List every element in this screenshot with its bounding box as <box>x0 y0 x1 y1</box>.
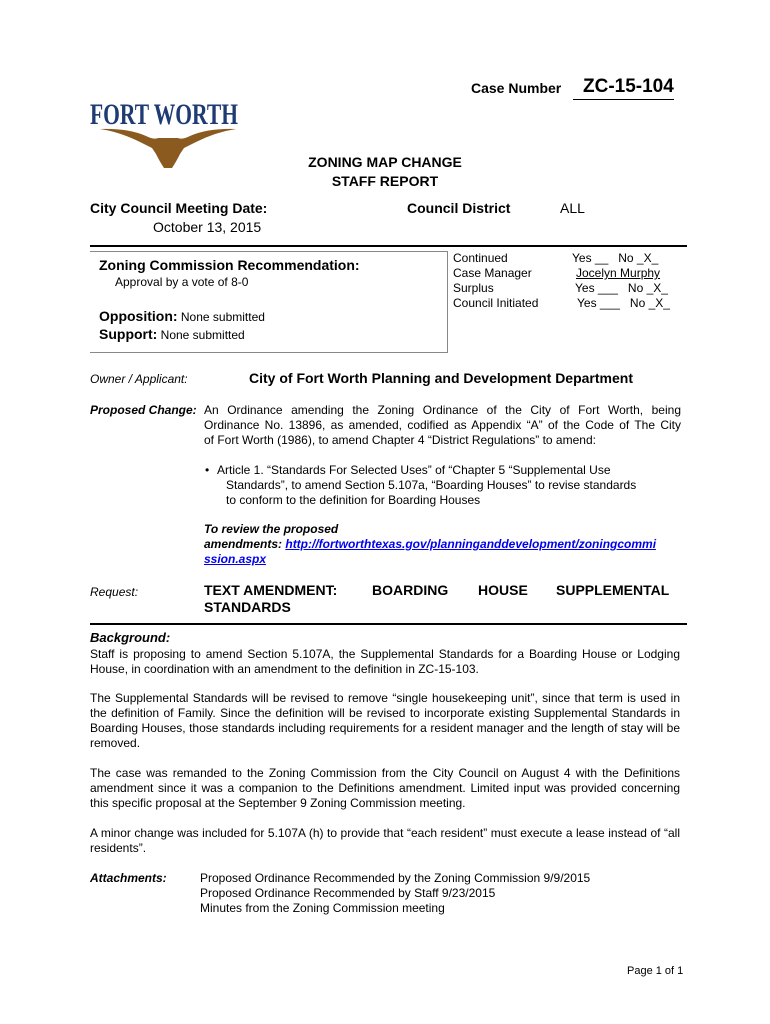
council-district-value: ALL <box>560 200 585 216</box>
attachment-item: Proposed Ordinance Recommended by Staff 9/23/2015 <box>200 886 496 900</box>
meeting-date-value: October 13, 2015 <box>153 219 262 235</box>
commission-heading: Zoning Commission Recommendation: <box>99 257 360 273</box>
opposition-value: None submitted <box>177 310 265 324</box>
divider <box>90 623 687 625</box>
review-label: amendments: <box>204 537 286 551</box>
background-heading: Background: <box>90 630 171 645</box>
support-line <box>99 326 245 342</box>
proposed-label: Proposed Change: <box>90 403 197 417</box>
report-title-line2: STAFF REPORT <box>331 173 439 189</box>
svg-text:FORT WORTH: FORT WORTH <box>90 98 238 131</box>
attachments-label: Attachments: <box>90 871 167 885</box>
status-label-surplus: Surplus <box>453 281 494 295</box>
proposed-text-line1: An Ordinance amending the Zoning Ordinance of the City of Fort Worth, being <box>204 403 681 417</box>
bullet-line1: Article 1. “Standards For Selected Uses” of “Chapter 5 “Supplemental Use <box>217 463 611 477</box>
review-link-cont[interactable]: ssion.aspx <box>204 552 267 566</box>
divider <box>90 245 687 247</box>
bullet-line3: to conform to the definition for Boarding Houses <box>226 493 481 507</box>
support-label: Support: <box>99 326 158 342</box>
request-word-2: BOARDING <box>372 582 449 598</box>
background-p1: Staff is proposing to amend Section 5.107A, the Supplemental Standards for a Boarding House or Lodging House, in coordination with an amendment to the definition in ZC-15-103. <box>90 647 680 676</box>
bullet-line2: Standards”, to amend Section 5.107a, “Boarding Houses” to revise standards <box>226 478 637 492</box>
status-label-continued: Continued <box>453 251 508 265</box>
background-p3: The case was remanded to the Zoning Commission from the City Council on August 4 with the Definitions amendment since it was a companion to the Definitions amendment. Limited input was provided concerning this specific proposal at the September 9 Zoning Commission meeting. <box>90 766 680 810</box>
background-p2: The Supplemental Standards will be revised to remove “single housekeeping unit”, since that term is used in the definition of Family. Since the definition will be revised to incorporate existing Supplemental Standards in Boarding Houses, those standards including requirements for a resident manager and the length of stay will be removed. <box>90 691 680 750</box>
status-value-surplus: Yes ___ No _X_ <box>575 281 668 295</box>
status-value-council-initiated: Yes ___ No _X_ <box>577 296 670 310</box>
proposed-text-line2: Ordinance No. 13896, as amended, codified as Appendix “A” of the Code of The City <box>204 418 681 432</box>
attachment-item: Proposed Ordinance Recommended by the Zoning Commission 9/9/2015 <box>200 871 591 885</box>
background-p4: A minor change was included for 5.107A (h) to provide that “each resident” must execute a lease instead of “all residents”. <box>90 826 680 855</box>
opposition-label: Opposition: <box>99 308 178 324</box>
review-line1: To review the proposed <box>204 522 339 536</box>
commission-vote: Approval by a vote of 8-0 <box>115 275 249 289</box>
status-value-continued: Yes __ No _X_ <box>572 251 659 265</box>
request-word-4: SUPPLEMENTAL <box>556 582 670 598</box>
status-label-council-initiated: Council Initiated <box>453 296 539 310</box>
status-label-case-manager: Case Manager <box>453 266 532 280</box>
request-word-3: HOUSE <box>478 582 528 598</box>
request-label: Request: <box>90 585 139 599</box>
support-value: None submitted <box>157 328 245 342</box>
owner-label: Owner / Applicant: <box>90 372 188 386</box>
status-value-case-manager: Jocelyn Murphy <box>576 266 661 280</box>
owner-value: City of Fort Worth Planning and Development Department <box>249 370 633 386</box>
request-line2: STANDARDS <box>204 599 291 615</box>
review-line2 <box>204 537 684 551</box>
proposed-text-line3: of Fort Worth (1986), to amend Chapter 4 “District Regulations” to amend: <box>204 433 596 447</box>
case-number: ZC-15-104 <box>573 76 674 100</box>
request-word-1: TEXT AMENDMENT: <box>204 582 338 598</box>
report-title-line1: ZONING MAP CHANGE <box>308 154 462 170</box>
bullet-icon: • <box>205 463 210 477</box>
case-number-label: Case Number <box>471 80 562 96</box>
council-district-label: Council District <box>407 200 511 216</box>
page-number: Page 1 of 1 <box>627 965 684 977</box>
attachment-item: Minutes from the Zoning Commission meeting <box>200 901 445 915</box>
opposition-line <box>99 308 265 324</box>
meeting-date-label: City Council Meeting Date: <box>90 200 268 216</box>
review-link[interactable]: http://fortworthtexas.gov/planninganddevelopment/zoningcommi <box>285 537 657 551</box>
